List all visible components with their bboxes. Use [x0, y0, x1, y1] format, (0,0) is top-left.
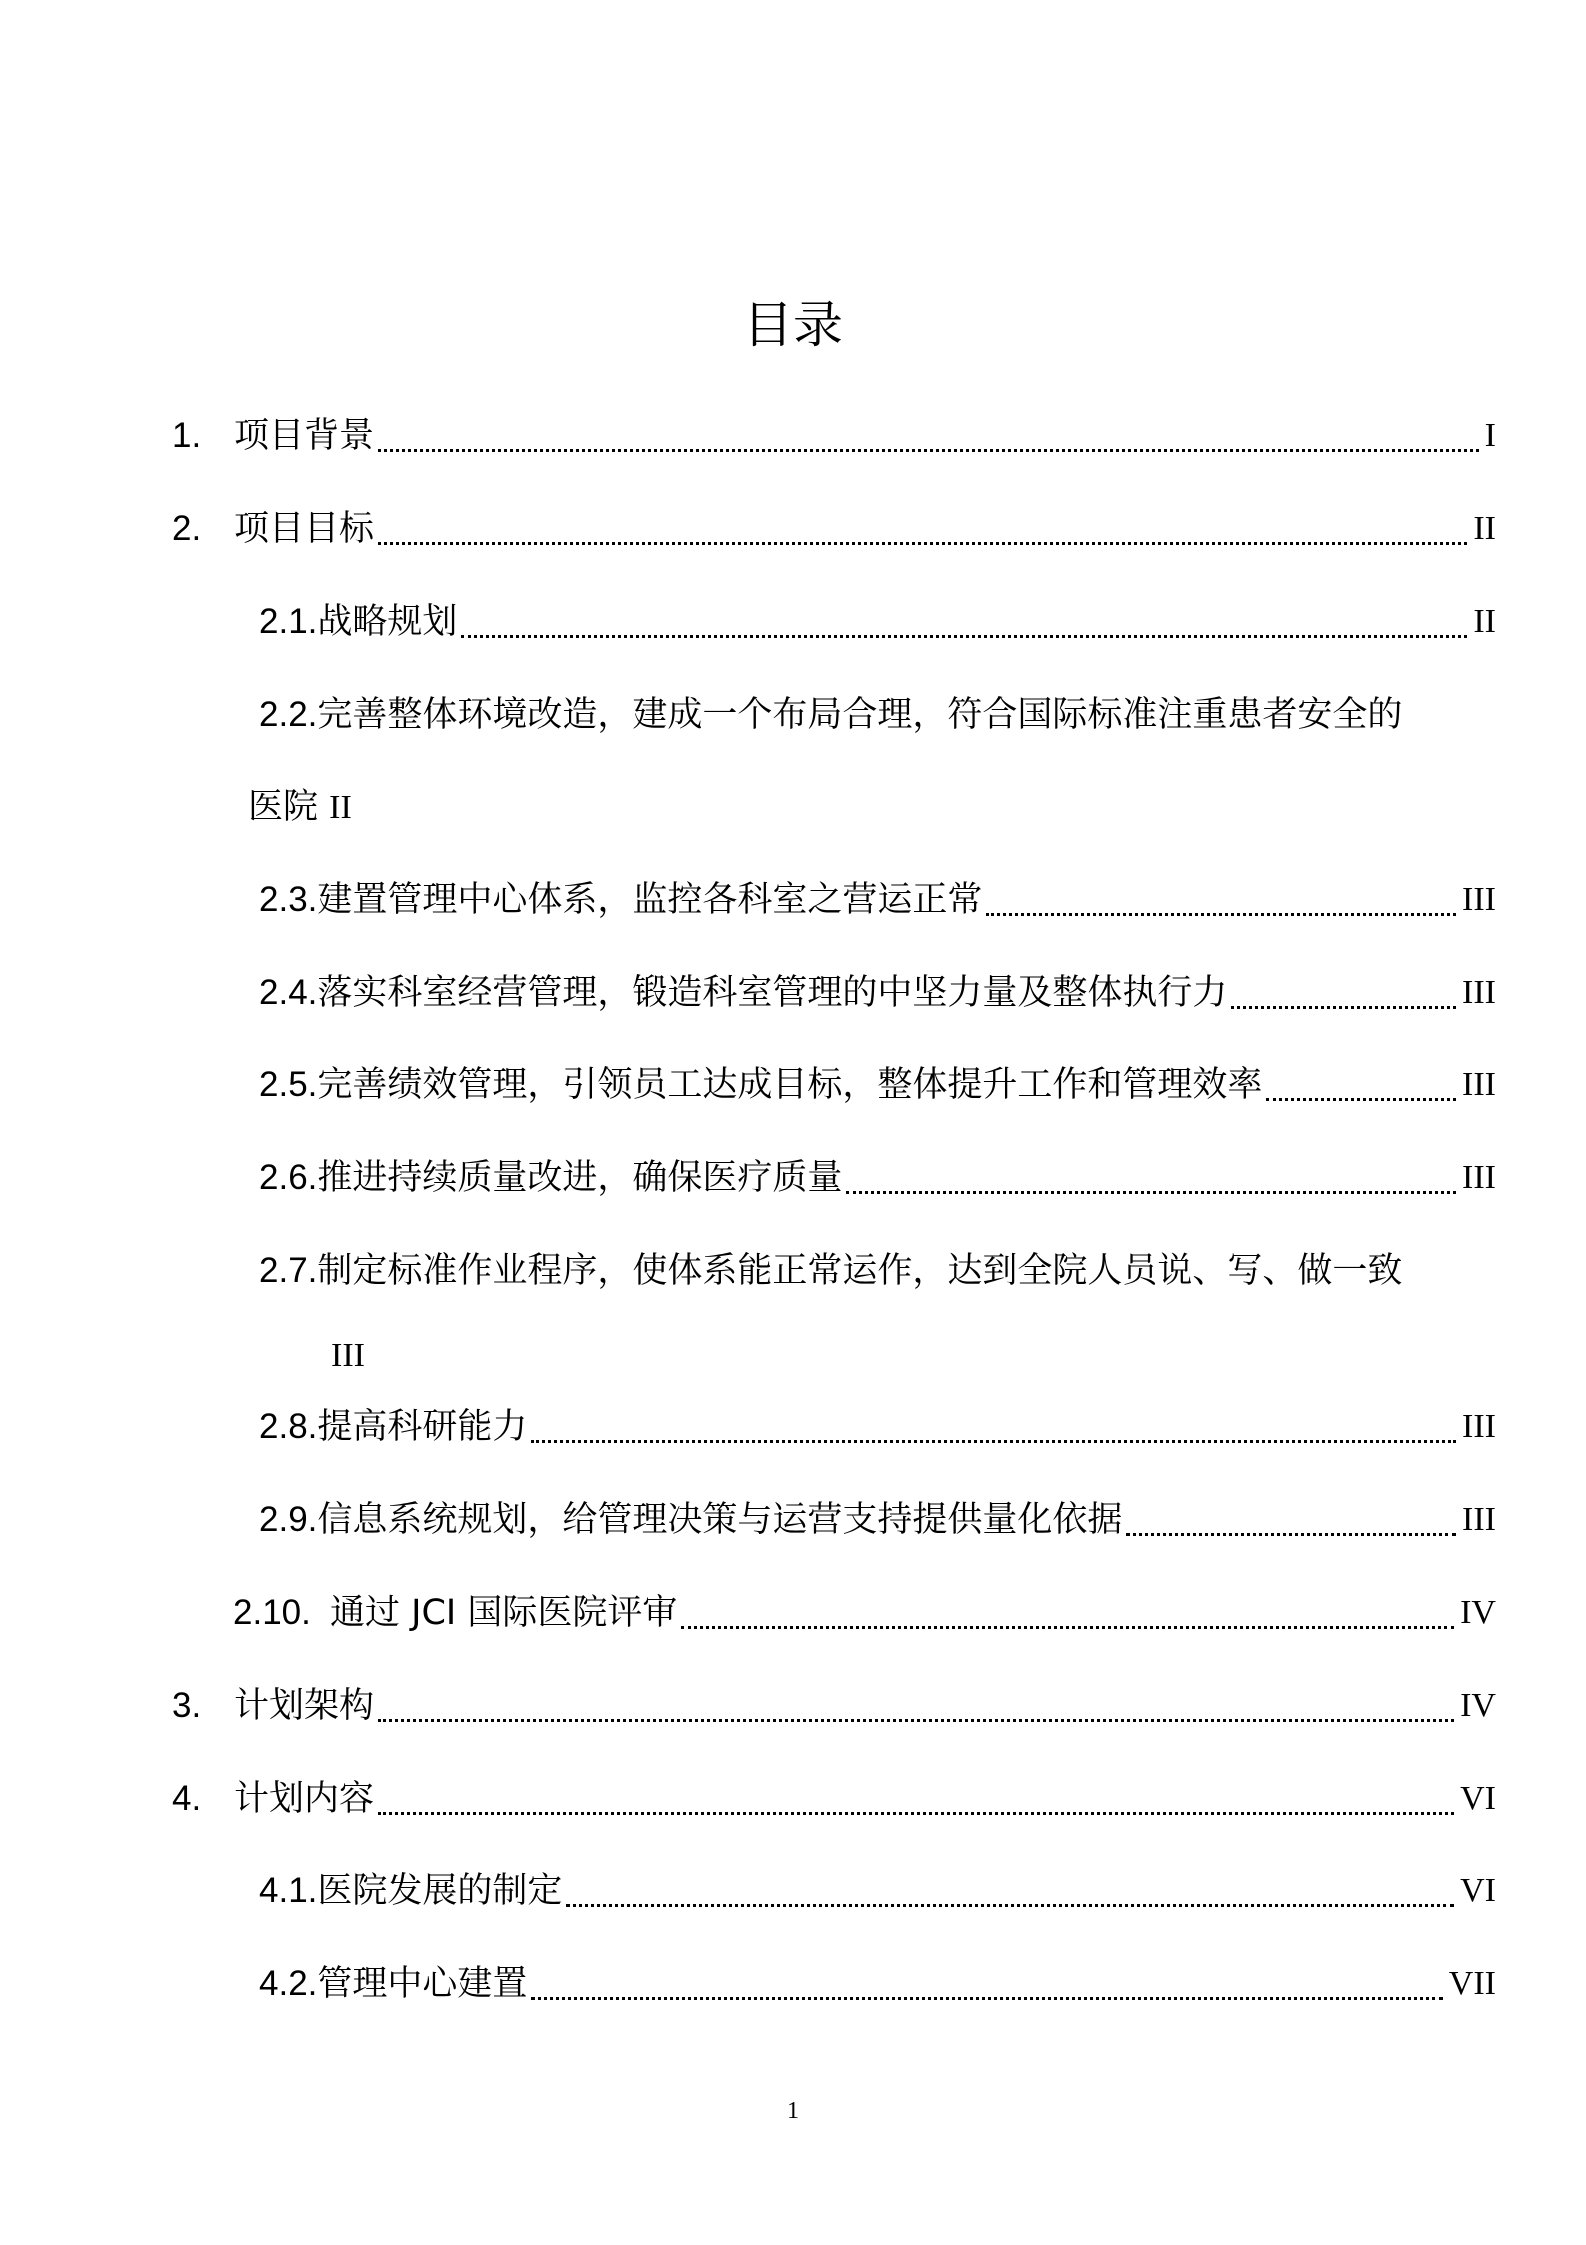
toc-leader-dots [681, 1626, 1454, 1629]
page-title: 目录 [743, 296, 843, 354]
toc-leader-dots [1231, 1006, 1456, 1009]
footer-page-number: 1 [787, 2098, 799, 2124]
toc-entry-page: VI [1460, 1872, 1496, 1909]
toc-entry-title: 信息系统规划，给管理决策与运营支持提供量化依据 [317, 1500, 1123, 1540]
toc-entry-4-2[interactable] [259, 1956, 1496, 2012]
toc-entry-number: 4. [172, 1779, 202, 1818]
toc-entry-number: 2.5. [259, 1065, 318, 1104]
toc-leader-dots [461, 635, 1467, 638]
toc-entry-title: 制定标准作业程序，使体系能正常运作，达到全院人员说、写、做一致 [317, 1251, 1403, 1291]
toc-entry-page: III [331, 1337, 365, 1374]
toc-entry-page: II [329, 789, 352, 826]
toc-leader-dots [846, 1191, 1456, 1194]
toc-entry-number: 2.3. [259, 880, 318, 919]
toc-entry-2-9[interactable] [259, 1492, 1496, 1548]
toc-entry-page: IV [1460, 1594, 1496, 1631]
toc-entry-title: 完善绩效管理，引领员工达成目标，整体提升工作和管理效率 [317, 1065, 1263, 1105]
toc-entry-page: II [1473, 510, 1496, 547]
toc-entry-title: 建置管理中心体系，监控各科室之营运正常 [317, 880, 983, 920]
toc-entry-title: 项目目标 [234, 509, 375, 549]
toc-entry-2-1[interactable] [259, 594, 1496, 650]
toc-entry-number: 2.2. [259, 695, 318, 734]
toc-entry-1[interactable] [172, 408, 1496, 464]
toc-entry-page: VI [1460, 1780, 1496, 1817]
toc-entry-title: 计划内容 [234, 1779, 375, 1819]
toc-entry-title: 提高科研能力 [317, 1407, 528, 1447]
toc-entry-2-10[interactable] [233, 1585, 1496, 1641]
toc-leader-dots [378, 1719, 1454, 1722]
toc-entry-number: 2.8. [259, 1407, 318, 1446]
toc-entry-number: 2.10. [233, 1593, 311, 1632]
toc-entry-4-1[interactable] [259, 1863, 1496, 1919]
toc-leader-dots [378, 542, 1467, 545]
toc-entry-number: 2.4. [259, 973, 318, 1012]
toc-entry-page: II [1473, 603, 1496, 640]
toc-entry-number: 2.6. [259, 1158, 318, 1197]
toc-entry-2-2[interactable] [259, 687, 1402, 743]
toc-entry-title: 管理中心建置 [317, 1964, 528, 2004]
toc-leader-dots [1126, 1533, 1456, 1536]
toc-entry-number: 2.7. [259, 1251, 318, 1290]
toc-leader-dots [531, 1440, 1456, 1443]
toc-entry-title: 战略规划 [317, 602, 458, 642]
toc-entry-2-7-continuation[interactable] [331, 1327, 365, 1384]
toc-entry-number: 3. [172, 1686, 202, 1725]
toc-leader-dots [378, 449, 1479, 452]
toc-entry-number: 2. [172, 509, 202, 548]
toc-entry-page: III [1462, 881, 1496, 918]
toc-entry-title: 项目背景 [234, 416, 375, 456]
toc-entry-number: 2.9. [259, 1500, 318, 1539]
toc-entry-2-5[interactable] [259, 1057, 1496, 1113]
toc-entry-title: 推进持续质量改进，确保医疗质量 [317, 1158, 843, 1198]
toc-entry-title-continuation: 医院 [248, 787, 319, 827]
toc-entry-2-6[interactable] [259, 1150, 1496, 1206]
toc-leader-dots [378, 1812, 1454, 1815]
toc-entry-number: 4.2. [259, 1964, 318, 2003]
toc-entry-number: 4.1. [259, 1871, 318, 1910]
toc-entry-2[interactable] [172, 501, 1496, 557]
toc-entry-page: IV [1460, 1687, 1496, 1724]
toc-leader-dots [531, 1997, 1442, 2000]
toc-entry-page: VII [1448, 1965, 1496, 2002]
toc-entry-title: 通过 JCI 国际医院评审 [330, 1593, 678, 1633]
toc-entry-title: 完善整体环境改造，建成一个布局合理，符合国际标准注重患者安全的 [317, 695, 1403, 735]
toc-entry-3[interactable] [172, 1678, 1496, 1734]
toc-entry-2-3[interactable] [259, 872, 1496, 928]
toc-leader-dots [986, 913, 1456, 916]
toc-entry-page: III [1462, 1408, 1496, 1445]
toc-entry-page: III [1462, 1501, 1496, 1538]
toc-leader-dots [566, 1904, 1454, 1907]
toc-entry-4[interactable] [172, 1771, 1496, 1827]
toc-entry-2-2-continuation[interactable] [248, 779, 352, 836]
toc-entry-number: 1. [172, 416, 202, 455]
toc-entry-2-4[interactable] [259, 965, 1496, 1021]
toc-entry-page: III [1462, 1066, 1496, 1103]
toc-entry-page: III [1462, 1159, 1496, 1196]
toc-entry-number: 2.1. [259, 602, 318, 641]
toc-entry-title: 医院发展的制定 [317, 1871, 563, 1911]
toc-entry-2-7[interactable] [259, 1243, 1402, 1299]
toc-entry-page: I [1484, 417, 1496, 454]
toc-entry-title: 计划架构 [234, 1686, 375, 1726]
toc-entry-title: 落实科室经营管理，锻造科室管理的中坚力量及整体执行力 [317, 973, 1228, 1013]
toc-entry-2-8[interactable] [259, 1399, 1496, 1455]
toc-entry-page: III [1462, 974, 1496, 1011]
toc-leader-dots [1266, 1098, 1456, 1101]
